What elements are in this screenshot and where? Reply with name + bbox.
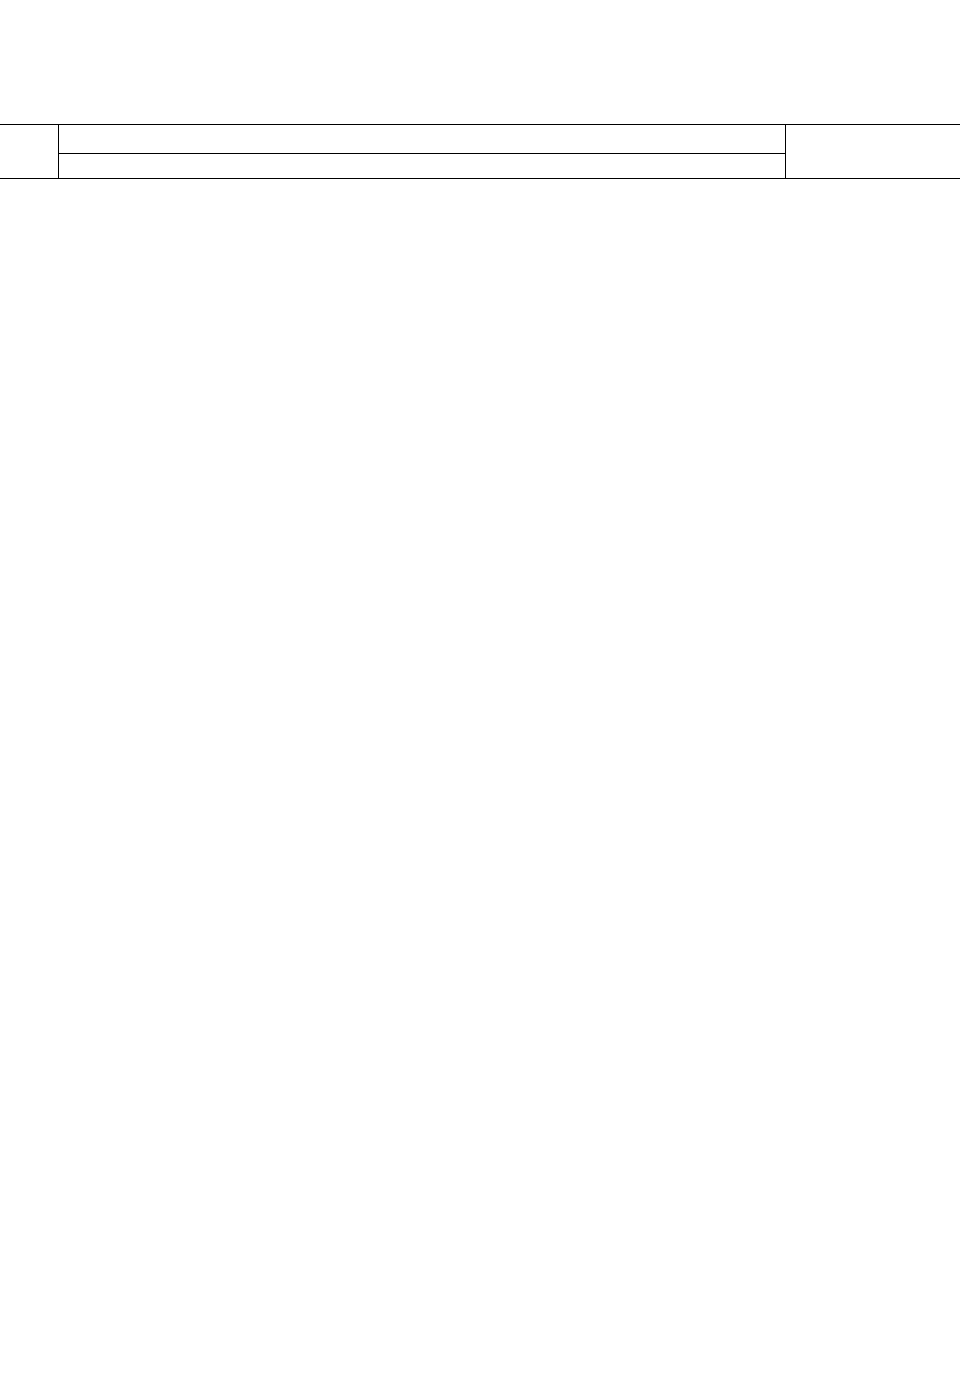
header-sub-divider	[58, 153, 785, 154]
table-top-border	[0, 124, 960, 125]
header-divider-right	[785, 124, 786, 178]
group-name	[790, 262, 950, 282]
header-sorszam	[8, 138, 54, 154]
group-name	[790, 183, 950, 203]
header-bottom-border	[0, 178, 960, 179]
header-divider-left	[58, 124, 59, 178]
header-szakmacsoport	[795, 136, 955, 152]
